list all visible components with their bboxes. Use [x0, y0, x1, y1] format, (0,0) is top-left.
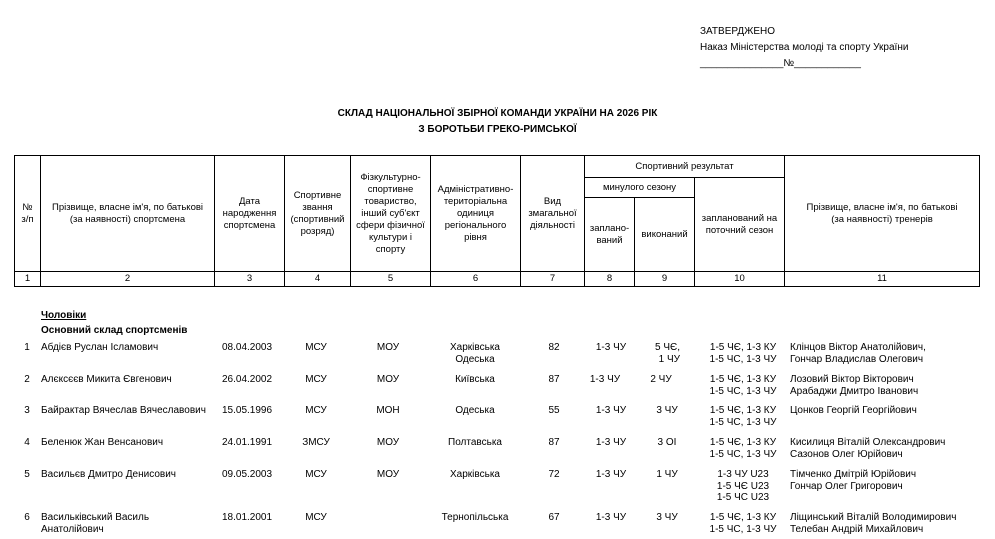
row-number: 1: [24, 342, 30, 353]
col-region-header: Адміністративно- територіальна одиниця регіонального рівня: [431, 156, 521, 272]
next-season-plan: 1-5 ЧЄ, 1-3 КУ 1-5 ЧС, 1-3 ЧУ: [709, 342, 777, 365]
coach-names: Ліщинський Віталій Володимирович Телебан Андрій Михайлович: [790, 512, 957, 535]
region: Тернопільська: [441, 512, 509, 523]
row-number: 4: [24, 437, 30, 448]
col-prev-season-header: минулого сезону: [585, 178, 695, 198]
next-season-plan: 1-5 ЧЄ, 1-3 КУ 1-5 ЧС, 1-3 ЧУ: [709, 437, 777, 460]
next-season-plan: 1-5 ЧЄ, 1-3 КУ 1-5 ЧС, 1-3 ЧУ: [709, 405, 777, 428]
athlete-name: Васильківський Василь Анатолійович: [41, 512, 150, 535]
weight-class: 67: [548, 512, 560, 523]
weight-class: 55: [548, 405, 560, 416]
sport-rank: МСУ: [305, 374, 327, 385]
planned-result: 1-3 ЧУ: [595, 512, 627, 523]
athlete-name: Беленюк Жан Венсанович: [41, 437, 164, 448]
coach-names: Лозовий Віктор Вікторович Арабаджи Дмитро Іванович: [790, 374, 919, 397]
planned-result: 1-3 ЧУ: [595, 342, 627, 353]
column-numbers-row: [15, 272, 980, 287]
weight-class: 87: [548, 374, 560, 385]
birth-date: 08.04.2003: [222, 342, 273, 353]
achieved-result: 3 ЧУ: [656, 512, 678, 523]
planned-result: 1-3 ЧУ: [595, 469, 627, 480]
col-org-header: Фізкультурно- спортивне товариство, інший суб'єкт сфери фізичної культури і спорту: [351, 156, 431, 272]
row-number: 5: [24, 469, 30, 480]
col-number: 2: [41, 272, 215, 287]
sport-rank: ЗМСУ: [302, 437, 330, 448]
col-number: 10: [695, 272, 785, 287]
header-table: [14, 155, 980, 287]
athlete-name: Байрактар Вячеслав Вячеславович: [41, 405, 206, 416]
sport-organization: МОУ: [376, 342, 400, 353]
sport-rank: МСУ: [305, 469, 327, 480]
section-gender: Чоловіки: [41, 310, 87, 321]
region: Харківська: [450, 469, 500, 480]
coach-names: Клінцов Віктор Анатолійович, Гончар Владислав Олегович: [790, 342, 926, 365]
col-result-header: Спортивний результат: [585, 156, 785, 178]
document-title: СКЛАД НАЦІОНАЛЬНОЇ ЗБІРНОЇ КОМАНДИ УКРАЇНИ НА 2026 РІК: [337, 108, 658, 119]
col-name-header: Прізвище, власне ім'я, по батькові (за наявності) спортсмена: [41, 156, 215, 272]
athlete-name: Алєксєєв Микита Євгенович: [41, 374, 172, 385]
col-number: 3: [215, 272, 285, 287]
col-dob-header: Дата народження спортсмена: [215, 156, 285, 272]
athlete-name: Абдієв Руслан Ісламович: [41, 342, 159, 353]
birth-date: 15.05.1996: [222, 405, 273, 416]
sport-rank: МСУ: [305, 405, 327, 416]
approval-title: ЗАТВЕРДЖЕНО: [700, 26, 776, 37]
row-number: 2: [24, 374, 30, 385]
region: Одеська: [455, 405, 495, 416]
document-subtitle: З БОРОТЬБИ ГРЕКО-РИМСЬКОЇ: [418, 124, 577, 135]
col-achieved-header: виконаний: [635, 198, 695, 272]
approval-stamp: [700, 24, 908, 72]
col-number: 8: [585, 272, 635, 287]
planned-result: 1-3 ЧУ: [595, 437, 627, 448]
sport-organization: МОН: [376, 405, 400, 416]
birth-date: 24.01.1991: [222, 437, 273, 448]
achieved-result: 1 ЧУ: [656, 469, 678, 480]
next-season-plan: 1-5 ЧЄ, 1-3 КУ 1-5 ЧС, 1-3 ЧУ: [709, 512, 777, 535]
region: Харківська Одеська: [450, 342, 500, 365]
col-num-header: № з/п: [15, 156, 41, 272]
col-sport-header: Вид змагальної діяльності: [521, 156, 585, 272]
col-planned-header: заплано- ваний: [585, 198, 635, 272]
col-number: 7: [521, 272, 585, 287]
col-number: 6: [431, 272, 521, 287]
col-number: 5: [351, 272, 431, 287]
achieved-result: 5 ЧЄ, 1 ЧУ: [655, 342, 680, 365]
region: Київська: [455, 374, 495, 385]
approval-order: Наказ Міністерства молоді та спорту України: [700, 42, 909, 53]
coach-names: Кисилиця Віталій Олександрович Сазонов Олег Юрійович: [790, 437, 946, 460]
row-number: 6: [24, 512, 30, 523]
weight-class: 82: [548, 342, 560, 353]
col-next-header: запланований на поточний сезон: [695, 178, 785, 272]
sport-organization: МОУ: [376, 437, 400, 448]
achieved-result: 2 ЧУ: [650, 374, 672, 385]
coach-names: Тімченко Дмітрій Юрійович Гончар Олег Григорович: [790, 469, 917, 492]
next-season-plan: 1-3 ЧУ U23 1-5 ЧЄ U23 1-5 ЧС U23: [716, 469, 770, 503]
col-number: 4: [285, 272, 351, 287]
section-squad: Основний склад спортсменів: [41, 325, 188, 336]
achieved-result: 3 ОІ: [657, 437, 677, 448]
birth-date: 26.04.2002: [222, 374, 273, 385]
col-rank-header: Спортивне звання (спортивний розряд): [285, 156, 351, 272]
col-number: 1: [15, 272, 41, 287]
planned-result: 1-3 ЧУ: [589, 374, 621, 385]
next-season-plan: 1-5 ЧЄ, 1-3 КУ 1-5 ЧС, 1-3 ЧУ: [709, 374, 777, 397]
region: Полтавська: [448, 437, 502, 448]
coach-names: Цонков Георгій Георгійович: [790, 405, 917, 416]
sport-rank: МСУ: [305, 342, 327, 353]
sport-organization: МОУ: [376, 374, 400, 385]
col-number: 11: [785, 272, 980, 287]
sport-organization: МОУ: [376, 469, 400, 480]
birth-date: 18.01.2001: [222, 512, 273, 523]
planned-result: 1-3 ЧУ: [595, 405, 627, 416]
sport-rank: МСУ: [305, 512, 327, 523]
approval-number: _______________№____________: [700, 58, 861, 69]
col-coach-header: Прізвище, власне ім'я, по батькові (за наявності) тренерів: [785, 156, 980, 272]
athlete-name: Васильєв Дмитро Денисович: [41, 469, 176, 480]
weight-class: 87: [548, 437, 560, 448]
weight-class: 72: [548, 469, 560, 480]
col-number: 9: [635, 272, 695, 287]
row-number: 3: [24, 405, 30, 416]
achieved-result: 3 ЧУ: [656, 405, 678, 416]
birth-date: 09.05.2003: [222, 469, 273, 480]
